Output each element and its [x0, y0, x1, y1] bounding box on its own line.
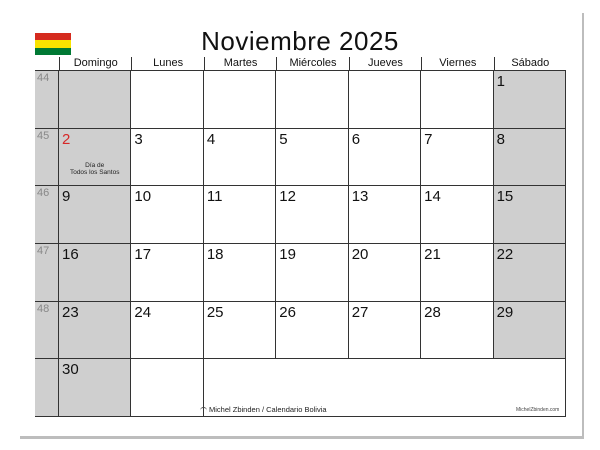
day-cell	[349, 71, 421, 129]
day-cell	[204, 71, 276, 129]
day-cell	[349, 129, 421, 187]
day-number: 29	[496, 303, 514, 321]
day-cell	[494, 186, 566, 244]
week-number-cell	[35, 359, 59, 417]
day-cell	[59, 302, 131, 360]
day-cell	[204, 129, 276, 187]
day-cell	[131, 302, 203, 360]
day-number: 6	[351, 130, 361, 148]
week-number: 46	[37, 187, 50, 200]
day-cell	[59, 244, 131, 302]
week-number-cell	[35, 302, 59, 360]
footer-site: MichelZbinden.com	[516, 407, 560, 413]
day-number: 24	[134, 303, 152, 321]
day-number: 5	[279, 130, 288, 148]
week-number-header	[35, 57, 59, 70]
day-number: 26	[279, 303, 296, 321]
day-cell	[421, 71, 493, 129]
day-cell	[204, 244, 276, 302]
day-number: 19	[279, 246, 296, 263]
day-number: 9	[62, 188, 71, 206]
day-number: 18	[206, 246, 224, 263]
day-cell	[421, 129, 493, 187]
day-number: 10	[134, 188, 152, 206]
week-number: 47	[37, 245, 50, 257]
footer-credit	[200, 405, 327, 414]
day-cell	[349, 302, 421, 360]
day-cell	[276, 129, 348, 187]
day-cell	[421, 359, 493, 417]
day-cell	[421, 244, 493, 302]
week-number-cell	[35, 244, 59, 302]
day-cell	[494, 71, 566, 129]
day-number: 3	[134, 130, 143, 148]
day-number: 22	[496, 246, 514, 263]
weekday-label: Lunes	[131, 57, 203, 70]
day-cell	[131, 71, 203, 129]
day-cell	[494, 302, 566, 360]
day-number: 12	[279, 188, 296, 206]
day-number: 15	[496, 188, 514, 206]
day-cell	[131, 244, 203, 302]
page-title: Noviembre 2025	[201, 26, 399, 56]
day-number: 14	[424, 188, 441, 206]
week-number: 45	[37, 129, 50, 142]
holiday-note-line: Todos los Santos	[69, 169, 120, 177]
day-number: 30	[62, 361, 79, 379]
day-cell	[59, 186, 131, 244]
day-cell	[276, 71, 348, 129]
day-number: 27	[351, 303, 369, 321]
day-number: 17	[134, 246, 152, 263]
weekday-label: Miércoles	[276, 57, 348, 70]
weekday-header	[35, 57, 566, 70]
day-cell	[494, 129, 566, 187]
day-number: 8	[496, 130, 505, 148]
weekday-label: Viernes	[421, 57, 493, 70]
day-cell	[204, 302, 276, 360]
day-number: 28	[424, 303, 441, 321]
day-cell	[421, 186, 493, 244]
week-number-cell	[35, 129, 59, 187]
weekday-label: Domingo	[59, 57, 131, 70]
day-cell	[131, 359, 203, 417]
day-cell	[131, 186, 203, 244]
weekday-label: Martes	[204, 57, 276, 70]
day-cell	[59, 129, 131, 187]
holiday-day-number: 2	[62, 130, 71, 148]
day-cell	[204, 186, 276, 244]
day-number: 1	[496, 73, 505, 90]
day-number: 16	[62, 246, 79, 263]
day-number: 23	[62, 303, 79, 321]
calendar-grid	[35, 70, 566, 417]
day-cell	[59, 71, 131, 129]
weekday-label: Sábado	[494, 57, 566, 70]
day-cell	[131, 129, 203, 187]
week-number: 48	[37, 302, 50, 315]
day-number: 20	[351, 246, 369, 263]
footer-credit-text: Michel Zbinden / Calendario Bolivia	[209, 405, 327, 414]
day-cell	[59, 359, 131, 417]
week-number-cell	[35, 186, 59, 244]
day-cell	[276, 186, 348, 244]
holiday-note	[59, 162, 130, 177]
day-cell	[276, 244, 348, 302]
weekday-label: Jueves	[349, 57, 421, 70]
day-number: 21	[424, 246, 441, 263]
holiday-note-line: Día de	[85, 161, 105, 169]
day-cell	[349, 186, 421, 244]
day-number: 7	[424, 130, 433, 148]
day-cell	[276, 302, 348, 360]
day-number: 11	[206, 188, 223, 206]
week-number: 44	[37, 72, 50, 84]
day-cell	[349, 359, 421, 417]
day-cell	[421, 302, 493, 360]
logo-icon	[200, 407, 207, 413]
day-number: 13	[351, 188, 369, 206]
day-number: 25	[206, 303, 224, 321]
day-number: 4	[206, 130, 216, 148]
day-cell	[349, 244, 421, 302]
day-cell	[494, 244, 566, 302]
week-number-cell	[35, 71, 59, 129]
